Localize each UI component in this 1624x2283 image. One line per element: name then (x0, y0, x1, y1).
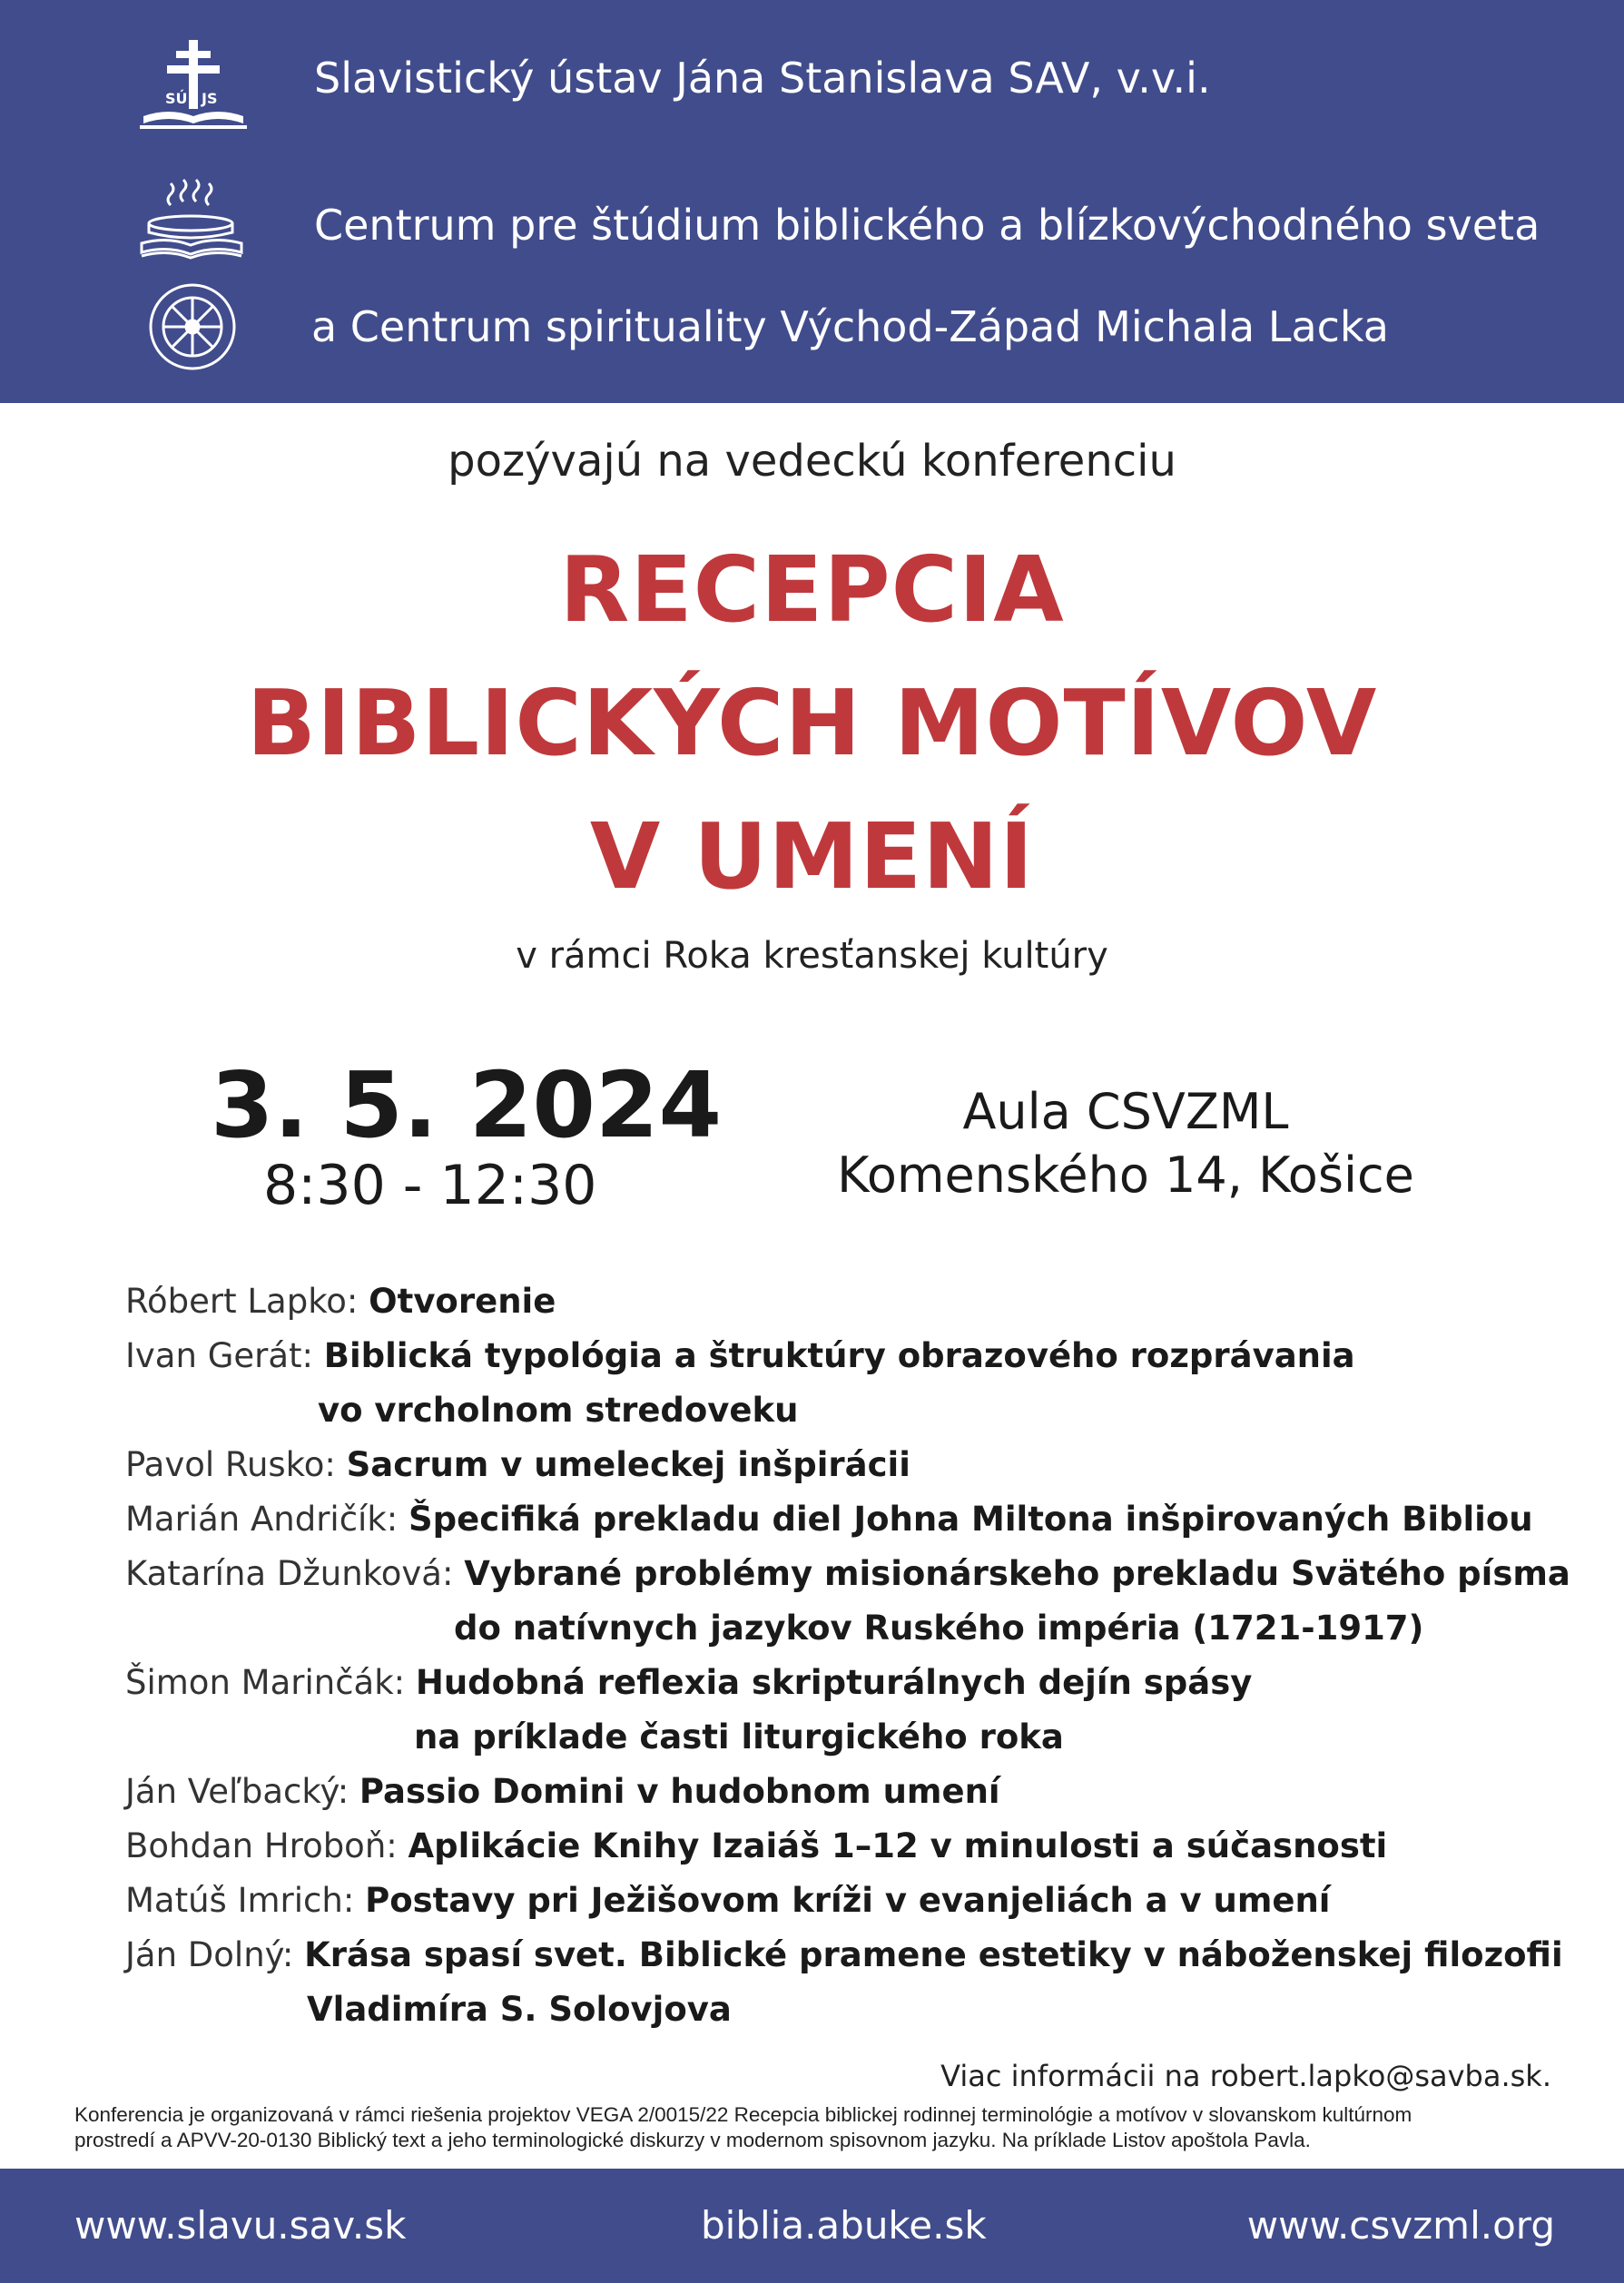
venue-name: Aula CSVZML (962, 1083, 1289, 1140)
talk-title-continuation: na príklade časti liturgického roka (414, 1717, 1064, 1757)
talk-title: Aplikácie Knihy Izaiáš 1–12 v minulosti a súčasnosti (408, 1826, 1388, 1865)
org-name-2: Centrum pre štúdium biblického a blízkovýchodného sveta (314, 201, 1540, 250)
venue-address: Komenského 14, Košice (837, 1146, 1414, 1204)
talk-title: Hudobná reflexia skripturálnych dejín spásy (415, 1663, 1253, 1702)
invite-text: pozývajú na vedeckú konferenciu (448, 436, 1176, 487)
talk-title: Špecifiká prekladu diel Johna Miltona inšpirovaných Bibliou (408, 1500, 1533, 1539)
conference-title-line-1: RECEPCIA (559, 536, 1065, 643)
talk-title: Postavy pri Ježišovom kríži v evanjeliách a v umení (365, 1881, 1331, 1920)
talk-title: Vybrané problémy misionárskeho prekladu Svätého písma (464, 1554, 1570, 1593)
talk-title: Krása spasí svet. Biblické pramene estetiky v náboženskej filozofii (304, 1935, 1563, 1974)
conference-title-line-2: BIBLICKÝCH MOTÍVOV (246, 670, 1378, 776)
speaker-name: Bohdan Hroboň: (125, 1826, 398, 1865)
program-item (125, 1492, 1570, 1547)
org-row-centrum-biblickeho (0, 174, 1624, 274)
talk-title: Otvorenie (369, 1282, 556, 1321)
speaker-name: Ivan Gerát: (125, 1336, 313, 1375)
program-item (125, 1438, 1570, 1492)
program-list (125, 1274, 1570, 2037)
footnote-line: Konferencia je organizovaná v rámci riešenia projektov VEGA 2/0015/22 Recepcia biblickej rodinnej terminológie a motívov v slovanskom kultúrnom (74, 2103, 1412, 2126)
conference-subtitle: v rámci Roka kresťanskej kultúry (516, 935, 1108, 977)
program-item (125, 1329, 1570, 1383)
talk-title-continuation: vo vrcholnom stredoveku (318, 1391, 799, 1430)
talk-title: Sacrum v umeleckej inšpirácii (346, 1445, 910, 1484)
svg-text:SÚ: SÚ (165, 90, 188, 107)
org-row-centrum-spirituality (0, 278, 1624, 378)
talk-title: Biblická typológia a štruktúry obrazového rozprávania (323, 1336, 1355, 1375)
svg-text:JS: JS (202, 90, 218, 107)
footer-link-slavu[interactable]: www.slavu.sav.sk (74, 2203, 407, 2248)
cross-book-logo-icon (134, 34, 252, 134)
org-name-1: Slavistický ústav Jána Stanislava SAV, v.v.i. (314, 54, 1211, 103)
speaker-name: Matúš Imrich: (125, 1881, 355, 1920)
talk-title: Passio Domini v hudobnom umení (359, 1772, 1000, 1811)
speaker-name: Ján Veľbacký: (125, 1772, 349, 1811)
header-banner (0, 0, 1624, 403)
speaker-name: Katarína Džunková: (125, 1554, 454, 1593)
program-item (125, 1819, 1570, 1874)
program-item (125, 1547, 1570, 1601)
speaker-name: Róbert Lapko: (125, 1282, 359, 1321)
footer-link-csvzml[interactable]: www.csvzml.org (1246, 2203, 1555, 2248)
funding-footnote (74, 2102, 1563, 2153)
program-item (125, 1765, 1570, 1819)
contact-info[interactable]: Viac informácii na robert.lapko@savba.sk. (940, 2059, 1551, 2093)
conference-title-line-3: V UMENÍ (589, 803, 1035, 910)
talk-title-continuation: do natívnych jazykov Ruského impéria (1721-1917) (454, 1609, 1424, 1648)
footer-banner (0, 2169, 1624, 2283)
org-name-3: a Centrum spirituality Východ-Západ Michala Lacka (311, 302, 1389, 351)
program-item (125, 1656, 1570, 1710)
program-item (125, 1928, 1570, 1983)
circle-emblem-logo-icon (134, 278, 252, 378)
footnote-line: prostredí a APVV-20-0130 Biblický text a jeho terminologické diskurzy v modernom spisovnom jazyku. Na príklade Listov apoštola Pavla. (74, 2129, 1311, 2151)
speaker-name: Šimon Marinčák: (125, 1663, 406, 1702)
speaker-name: Pavol Rusko: (125, 1445, 336, 1484)
event-date: 3. 5. 2024 (211, 1052, 723, 1158)
event-time: 8:30 - 12:30 (263, 1154, 597, 1217)
program-item (125, 1874, 1570, 1928)
talk-title-continuation: Vladimíra S. Solovjova (307, 1990, 732, 2029)
speaker-name: Ján Dolný: (125, 1935, 294, 1974)
footer-link-biblia[interactable]: biblia.abuke.sk (701, 2203, 987, 2248)
scroll-book-logo-icon (134, 174, 252, 274)
speaker-name: Marián Andričík: (125, 1500, 399, 1539)
program-item (125, 1274, 1570, 1329)
org-row-slavisticky-ustav (0, 34, 1624, 134)
